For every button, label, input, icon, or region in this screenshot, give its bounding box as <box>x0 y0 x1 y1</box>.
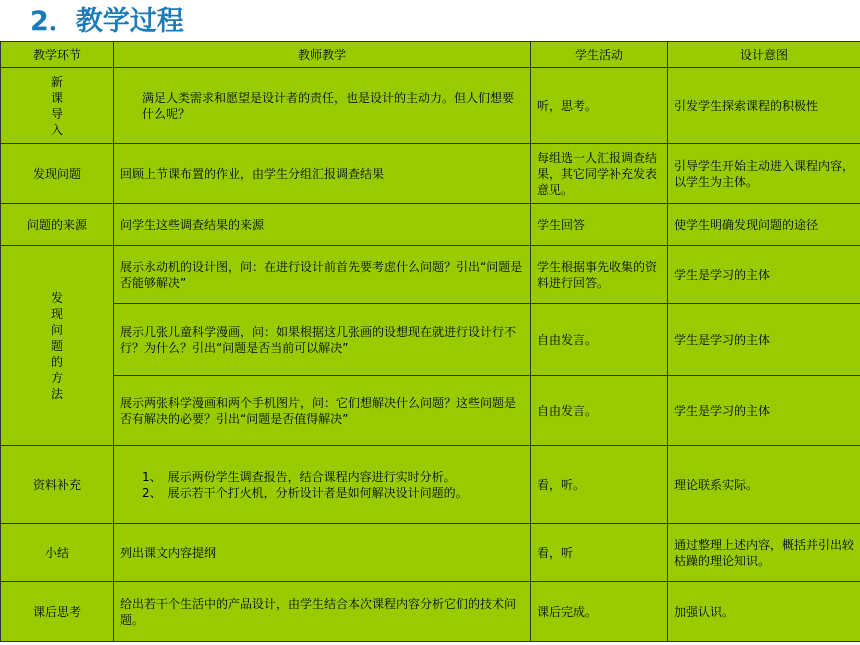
header-teacher: 教师教学 <box>114 42 531 68</box>
student-cell: 学生根据事先收集的资料进行回答。 <box>531 246 668 304</box>
teaching-process-table <box>0 41 860 642</box>
stage-cell: 资料补充 <box>1 446 114 524</box>
stage-cell: 课后思考 <box>1 582 114 642</box>
intent-cell: 使学生明确发现问题的途径 <box>668 204 860 246</box>
header-student: 学生活动 <box>531 42 668 68</box>
stage-cell: 发现问题 <box>1 144 114 204</box>
table-row <box>1 446 860 524</box>
table-row <box>1 144 860 204</box>
teacher-cell: 回顾上节课布置的作业，由学生分组汇报调查结果 <box>114 144 531 204</box>
student-cell: 自由发言。 <box>531 376 668 446</box>
student-cell: 自由发言。 <box>531 304 668 376</box>
stage-cell: 问题的来源 <box>1 204 114 246</box>
intent-cell: 引发学生探索课程的积极性 <box>668 68 860 144</box>
intent-cell: 学生是学习的主体 <box>668 246 860 304</box>
table-row <box>1 68 860 144</box>
student-cell: 每组选一人汇报调查结果，其它同学补充发表意见。 <box>531 144 668 204</box>
student-cell: 课后完成。 <box>531 582 668 642</box>
table-row <box>1 582 860 642</box>
student-cell: 学生回答 <box>531 204 668 246</box>
stage-cell: 新课导入 <box>1 68 114 144</box>
teacher-cell: 展示永动机的设计图，问：在进行设计前首先要考虑什么问题？引出“问题是否能够解决” <box>114 246 531 304</box>
student-cell: 看，听 <box>531 524 668 582</box>
page-title: 2．教学过程 <box>30 6 184 37</box>
stage-cell: 发现问题的方法 <box>1 246 114 446</box>
teacher-cell: 展示几张儿童科学漫画，问：如果根据这几张画的设想现在就进行设计行不行？为什么？引出“问题是否当前可以解决” <box>114 304 531 376</box>
table-header-row <box>1 42 860 68</box>
teacher-cell: 列出课文内容提纲 <box>114 524 531 582</box>
teacher-line-2: 2、 展示若干个打火机，分析设计者是如何解决设计问题的。 <box>142 485 468 500</box>
teacher-cell: 满足人类需求和愿望是设计者的责任，也是设计的主动力。但人们想要什么呢？ <box>114 68 531 144</box>
table-row <box>1 246 860 304</box>
intent-cell: 引导学生开始主动进入课程内容，以学生为主体。 <box>668 144 860 204</box>
intent-cell: 学生是学习的主体 <box>668 304 860 376</box>
intent-cell: 通过整理上述内容，概括并引出较枯躁的理论知识。 <box>668 524 860 582</box>
intent-cell: 加强认识。 <box>668 582 860 642</box>
intent-cell: 学生是学习的主体 <box>668 376 860 446</box>
table-row <box>1 524 860 582</box>
teacher-cell: 展示两张科学漫画和两个手机图片，问：它们想解决什么问题？这些问题是否有解决的必要？引出“问题是否值得解决” <box>114 376 531 446</box>
table-row <box>1 304 860 376</box>
header-stage: 教学环节 <box>1 42 114 68</box>
table-row <box>1 204 860 246</box>
teacher-line-1: 1、 展示两份学生调查报告，结合课程内容进行实时分析。 <box>142 469 456 484</box>
teacher-cell: 问学生这些调查结果的来源 <box>114 204 531 246</box>
intent-cell: 理论联系实际。 <box>668 446 860 524</box>
teacher-cell <box>114 446 531 524</box>
stage-cell: 小结 <box>1 524 114 582</box>
teacher-cell: 给出若干个生活中的产品设计，由学生结合本次课程内容分析它们的技术问题。 <box>114 582 531 642</box>
header-intent: 设计意图 <box>668 42 860 68</box>
table-row <box>1 376 860 446</box>
student-cell: 看，听。 <box>531 446 668 524</box>
student-cell: 听，思考。 <box>531 68 668 144</box>
